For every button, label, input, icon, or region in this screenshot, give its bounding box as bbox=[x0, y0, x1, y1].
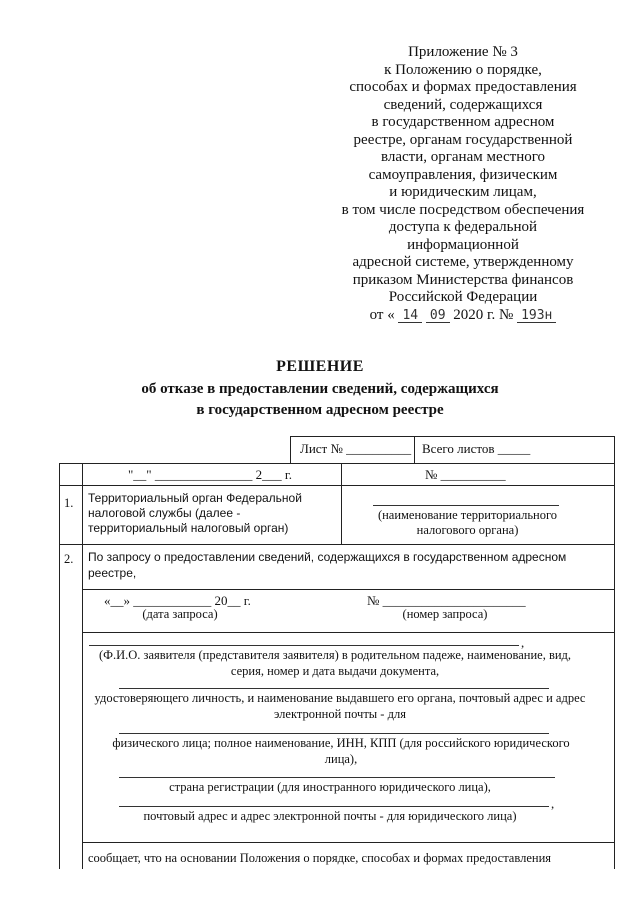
appendix-line: реестре, органам государственной bbox=[353, 131, 573, 148]
order-year: 2020 г. № bbox=[453, 306, 514, 323]
appendix-line: к Положению о порядке, bbox=[384, 61, 542, 78]
appendix-line: в том числе посредством обеспечения bbox=[341, 201, 585, 218]
order-month: 09 bbox=[426, 309, 450, 323]
appendix-line: и юридическим лицам, bbox=[389, 184, 537, 200]
appendix-line: Приложение № 3 bbox=[408, 44, 518, 60]
table-line bbox=[82, 842, 615, 843]
fill-line bbox=[119, 806, 549, 807]
request-number-caption: (номер запроса) bbox=[402, 607, 488, 621]
appendix-line: сведений, содержащихся bbox=[383, 96, 543, 113]
page-subtitle-2: в государственном адресном реестре bbox=[196, 402, 444, 418]
total-sheets bbox=[422, 441, 530, 457]
applicant-caption-2: удостоверяющего личность, и наименование выдавшего его органа, почтовый адрес и адрес электронной почты - для bbox=[94, 691, 586, 721]
fill-line bbox=[119, 733, 549, 734]
appendix-line: власти, органам местного bbox=[380, 149, 546, 165]
total-blank: _____ bbox=[497, 441, 531, 456]
table-line bbox=[59, 463, 615, 464]
decision-date: "__" _______________ 2___ г. bbox=[128, 467, 292, 482]
fill-line bbox=[89, 645, 519, 646]
comma: , bbox=[551, 796, 555, 811]
table-line bbox=[290, 436, 615, 437]
sheet-number bbox=[300, 441, 411, 457]
fill-line bbox=[119, 777, 555, 778]
comma: , bbox=[521, 635, 525, 650]
fill-line bbox=[373, 505, 559, 506]
appendix-line: адресной системе, утвержденному bbox=[352, 254, 574, 270]
row1-caption: (наименование территориального налогового органа) bbox=[377, 508, 558, 537]
applicant-caption-3: физического лица; полное наименование, ИНН, КПП (для российского юридического лица), bbox=[112, 736, 570, 766]
order-reference bbox=[320, 307, 606, 325]
table-line bbox=[290, 436, 291, 463]
request-date-caption: (дата запроса) bbox=[142, 607, 218, 621]
row-number: 2. bbox=[64, 552, 74, 566]
table-line bbox=[614, 436, 615, 869]
table-line bbox=[82, 589, 615, 590]
appendix-line: способах и формах предоставления bbox=[349, 79, 577, 95]
page-title: РЕШЕНИЕ bbox=[276, 358, 364, 375]
sheet-blank: __________ bbox=[346, 441, 412, 456]
order-prefix: от « bbox=[369, 306, 395, 323]
table-line bbox=[414, 436, 415, 463]
table-line bbox=[59, 544, 615, 545]
applicant-caption-5: почтовый адрес и адрес электронной почты - для юридического лица) bbox=[143, 809, 517, 823]
appendix-line: информационной bbox=[407, 236, 519, 253]
fill-line bbox=[119, 688, 549, 689]
row2-bottom-text: сообщает, что на основании Положения о порядке, способах и формах предоставления bbox=[88, 851, 552, 865]
applicant-caption-4: страна регистрации (для иностранного юридического лица), bbox=[169, 780, 491, 794]
order-number: 193н bbox=[517, 309, 556, 323]
appendix-line: доступа к федеральной bbox=[388, 219, 538, 235]
appendix-line: самоуправления, физическим bbox=[368, 166, 558, 183]
appendix-line: приказом Министерства финансов bbox=[352, 271, 574, 288]
table-line bbox=[59, 463, 60, 869]
request-date: «__» ____________ 20__ г. bbox=[104, 593, 251, 608]
table-line bbox=[82, 463, 83, 869]
order-day: 14 bbox=[398, 309, 422, 323]
decision-number: № __________ bbox=[425, 467, 506, 482]
row1-text: Территориальный орган Федеральной налоговой службы (далее - территориальный налоговый орган) bbox=[88, 491, 302, 535]
appendix-line: Российской Федерации bbox=[388, 289, 538, 305]
table-line bbox=[341, 463, 342, 544]
row-number: 1. bbox=[64, 496, 74, 510]
table-line bbox=[82, 632, 615, 633]
appendix-block bbox=[320, 44, 606, 324]
page-subtitle-1: об отказе в предоставлении сведений, содержащихся bbox=[141, 381, 499, 397]
row2-intro: По запросу о предоставлении сведений, содержащихся в государственном адресном реестре, bbox=[88, 550, 567, 580]
total-label: Всего листов bbox=[422, 441, 495, 456]
sheet-label: Лист № bbox=[300, 441, 343, 456]
request-number: № ______________________ bbox=[367, 593, 526, 608]
table-line bbox=[59, 485, 615, 486]
appendix-line: в государственном адресном bbox=[371, 114, 555, 130]
applicant-caption-1: (Ф.И.О. заявителя (представителя заявителя) в родительном падеже, наименование, вид, серия, номер и дата выдачи документа, bbox=[98, 648, 572, 678]
